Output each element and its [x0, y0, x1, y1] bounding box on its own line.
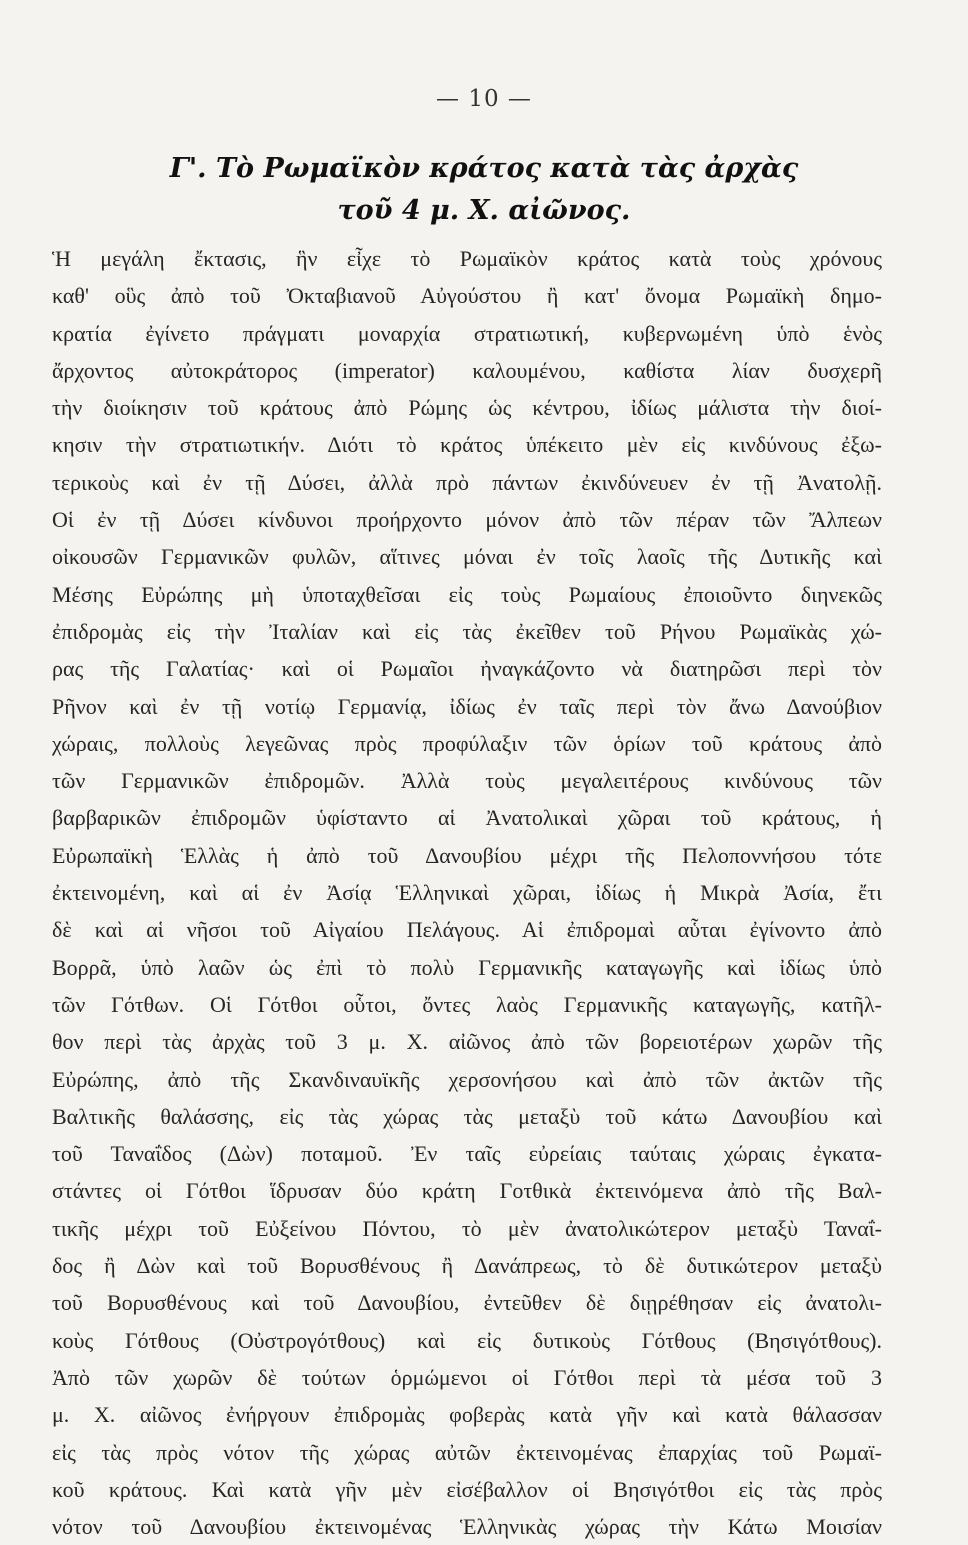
text-line: Ρῆνον καὶ ἐν τῇ νοτίῳ Γερμανίᾳ, ἰδίως ἐν ταῖς περὶ τὸν ἄνω Δανούβιον — [52, 693, 882, 719]
section-heading-line: Γ'. Τὸ Ρωμαϊκὸν κράτος κατὰ τὰς ἀρχὰς — [169, 153, 799, 184]
body-paragraph — [52, 240, 882, 1545]
section-heading — [0, 148, 968, 232]
text-line: μ. Χ. αἰῶνος ἐνήργουν ἐπιδρομὰς φοβερὰς κατὰ γῆν καὶ κατὰ θάλασσαν — [52, 1402, 882, 1428]
text-line: κησιν τὴν στρατιωτικήν. Διότι τὸ κράτος ὑπέκειτο μὲν εἰς κινδύνους ἐξω- — [52, 432, 882, 458]
text-line: Μέσης Εὐρώπης μὴ ὑποταχθεῖσαι εἰς τοὺς Ρωμαίους ἐποιοῦντο διηνεκῶς — [52, 581, 882, 607]
text-line: κοῦ κράτους. Καὶ κατὰ γῆν μὲν εἰσέβαλλον οἱ Βησιγότθοι εἰς τὰς πρὸς — [52, 1476, 882, 1502]
text-line: τῶν Γερμανικῶν ἐπιδρομῶν. Ἀλλὰ τοὺς μεγαλειτέρους κινδύνους τῶν — [52, 768, 882, 794]
text-line: κρατία ἐγίνετο πράγματι μοναρχία στρατιωτική, κυβερνωμένη ὑπὸ ἑνὸς — [52, 320, 882, 346]
text-line: νότον τοῦ Δανουβίου ἐκτεινομένας Ἑλληνικὰς χώρας τὴν Κάτω Μοισίαν — [52, 1514, 882, 1540]
text-line: ἄρχοντος αὐτοκράτορος (imperator) καλουμένου, καθίστα λίαν δυσχερῆ — [52, 357, 882, 383]
text-line: ἐκτεινομένη, καὶ αἱ ἐν Ἀσίᾳ Ἑλληνικαὶ χῶραι, ἰδίως ἡ Μικρὰ Ἀσία, ἔτι — [52, 880, 882, 906]
text-line: τικῆς μέχρι τοῦ Εὐξείνου Πόντου, τὸ μὲν ἀνατολικώτερον μεταξὺ Ταναΐ- — [52, 1215, 882, 1241]
text-line: βαρβαρικῶν ἐπιδρομῶν ὑφίσταντο αἱ Ἀνατολικαὶ χῶραι τοῦ κράτους, ἡ — [52, 805, 882, 831]
text-line: δὲ καὶ αἱ νῆσοι τοῦ Αἰγαίου Πελάγους. Αἱ ἐπιδρομαὶ αὗται ἐγίνοντο ἀπὸ — [52, 917, 882, 943]
text-line: Ἡ μεγάλη ἔκτασις, ἣν εἶχε τὸ Ρωμαϊκὸν κράτος κατὰ τοὺς χρόνους — [52, 246, 882, 271]
text-line: τῶν Γότθων. Οἱ Γότθοι οὗτοι, ὄντες λαὸς Γερμανικῆς καταγωγῆς, κατῆλ- — [52, 991, 882, 1017]
text-line: τερικοὺς καὶ ἐν τῇ Δύσει, ἀλλὰ πρὸ πάντων ἐκινδύνευεν ἐν τῇ Ἀνατολῇ. — [52, 469, 882, 495]
text-line: Οἱ ἐν τῇ Δύσει κίνδυνοι προήρχοντο μόνον ἀπὸ τῶν πέραν τῶν Ἄλπεων — [52, 507, 882, 533]
text-line: Εὐρωπαϊκὴ Ἑλλὰς ἡ ἀπὸ τοῦ Δανουβίου μέχρι τῆς Πελοποννήσου τότε — [52, 842, 882, 868]
text-line: τὴν διοίκησιν τοῦ κράτους ἀπὸ Ρώμης ὡς κέντρου, ἰδίως μάλιστα τὴν διοί- — [52, 395, 882, 421]
text-line: οἰκουσῶν Γερμανικῶν φυλῶν, αἵτινες μόναι ἐν τοῖς λαοῖς τῆς Δυτικῆς καὶ — [52, 544, 882, 570]
text-line: χώραις, πολλοὺς λεγεῶνας πρὸς προφύλαξιν τῶν ὁρίων τοῦ κράτους ἀπὸ — [52, 730, 882, 756]
text-line: τοῦ Ταναΐδος (Δὼν) ποταμοῦ. Ἐν ταῖς εὐρείαις ταύταις χώραις ἐγκατα- — [52, 1141, 882, 1167]
text-line: στάντες οἱ Γότθοι ἵδρυσαν δύο κράτη Γοτθικὰ ἐκτεινόμενα ἀπὸ τῆς Βαλ- — [52, 1178, 882, 1204]
page-number: — 10 — — [436, 86, 532, 112]
text-line: καθ' οὓς ἀπὸ τοῦ Ὀκταβιανοῦ Αὐγούστου ἢ κατ' ὄνομα Ρωμαϊκὴ δημο- — [52, 283, 882, 309]
text-line: Βαλτικῆς θαλάσσης, εἰς τὰς χώρας τὰς μεταξὺ τοῦ κάτω Δανουβίου καὶ — [52, 1103, 882, 1129]
text-line: Βορρᾶ, ὑπὸ λαῶν ὡς ἐπὶ τὸ πολὺ Γερμανικῆς καταγωγῆς καὶ ἰδίως ὑπὸ — [52, 954, 882, 980]
text-line: Ἀπὸ τῶν χωρῶν δὲ τούτων ὁρμώμενοι οἱ Γότθοι περὶ τὰ μέσα τοῦ 3 — [52, 1364, 882, 1390]
text-line: τοῦ Βορυσθένους καὶ τοῦ Δανουβίου, ἐντεῦθεν δὲ διῃρέθησαν εἰς ἀνατολι- — [52, 1290, 882, 1316]
text-line: Εὐρώπης, ἀπὸ τῆς Σκανδιναυϊκῆς χερσονήσου καὶ ἀπὸ τῶν ἀκτῶν τῆς — [52, 1066, 882, 1092]
text-line: θον περὶ τὰς ἀρχὰς τοῦ 3 μ. Χ. αἰῶνος ἀπὸ τῶν βορειοτέρων χωρῶν τῆς — [52, 1029, 882, 1055]
text-line: ρας τῆς Γαλατίας· καὶ οἱ Ρωμαῖοι ἠναγκάζοντο νὰ διατηρῶσι περὶ τὸν — [52, 656, 882, 682]
text-line: κοὺς Γότθους (Οὐστρογότθους) καὶ εἰς δυτικοὺς Γότθους (Βησιγότθους). — [52, 1327, 882, 1353]
text-line: εἰς τὰς πρὸς νότον τῆς χώρας αὐτῶν ἐκτεινομένας ἐπαρχίας τοῦ Ρωμαϊ- — [52, 1439, 882, 1465]
text-line: δος ἢ Δὼν καὶ τοῦ Βορυσθένους ἢ Δανάπρεως, τὸ δὲ δυτικώτερον μεταξὺ — [52, 1253, 882, 1279]
text-line: ἐπιδρομὰς εἰς τὴν Ἰταλίαν καὶ εἰς τὰς ἐκεῖθεν τοῦ Ρήνου Ρωμαϊκὰς χώ- — [52, 618, 882, 644]
section-heading-line: τοῦ 4 μ. Χ. αἰῶνος. — [337, 195, 631, 226]
